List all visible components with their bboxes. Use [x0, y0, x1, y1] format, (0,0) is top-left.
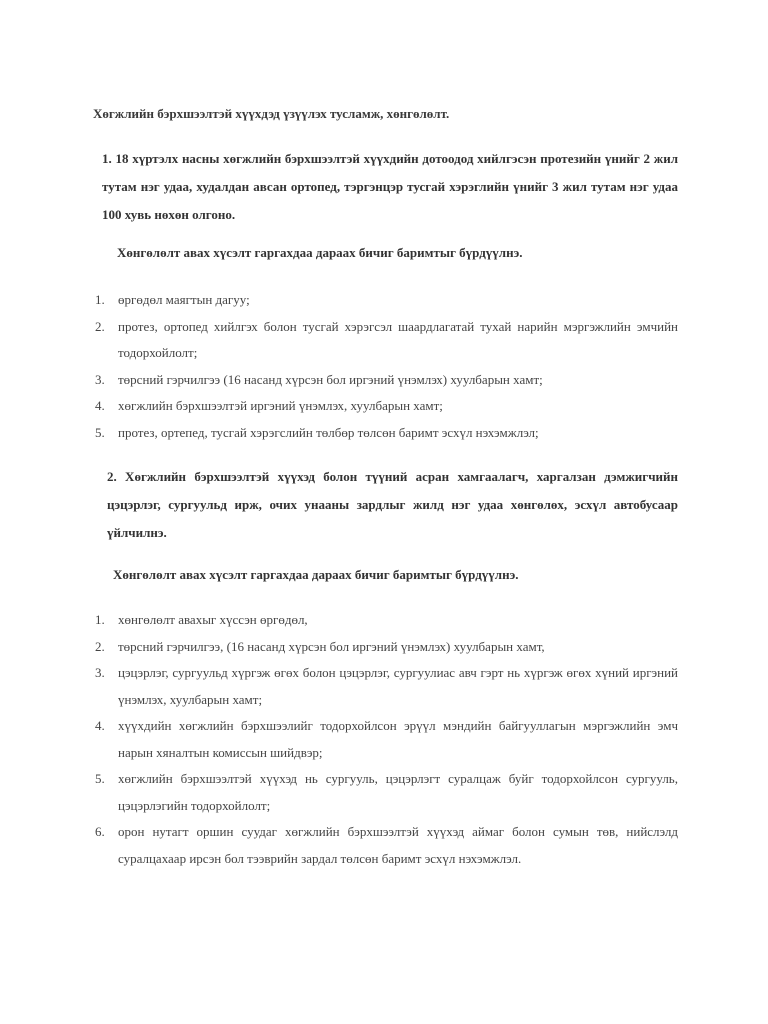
list-item	[90, 766, 678, 819]
list-item	[90, 287, 678, 314]
list-item-text: протез, ортопед хийлгэх болон тусгай хэрэгсэл шаардлагатай тухай нарийн мэргэжлийн эмчийн тодорхойлолт;	[118, 318, 678, 360]
section-1-paragraph	[90, 145, 678, 229]
list-item	[90, 420, 678, 447]
list-item-text: хөгжлийн бэрхшээлтэй иргэний үнэмлэх, хуулбарын хамт;	[118, 398, 443, 413]
list-item	[90, 314, 678, 367]
list-item	[90, 634, 678, 661]
list-item-text: хөнгөлөлт авахыг хүссэн өргөдөл,	[118, 612, 308, 627]
section-1-requirements-list	[90, 287, 678, 446]
list-item-text: протез, ортепед, тусгай хэрэгслийн төлбөр төлсөн баримт эсхүл нэхэмжлэл;	[118, 424, 539, 440]
list-item	[90, 660, 678, 713]
list-item-number: 1.	[95, 292, 105, 307]
list-item-number: 3.	[95, 665, 105, 680]
section-1-requirements-intro: Хөнгөлөлт авах хүсэлт гаргахдаа дараах бичиг баримтыг бүрдүүлнэ.	[117, 245, 523, 260]
section-2-paragraph	[90, 463, 678, 547]
list-item-number: 1.	[95, 612, 105, 627]
list-item-text: орон нутагт оршин суудаг хөгжлийн бэрхшээлтэй хүүхэд аймаг болон сумын төв, нийслэлд суралцахаар ирсэн бол тээврийн зардал төлсөн баримт эсхүл нэхэмжлэл.	[118, 824, 678, 866]
list-item	[90, 367, 678, 394]
list-item-text: хөгжлийн бэрхшээлтэй хүүхэд нь сургууль, цэцэрлэгт суралцаж буйг тодорхойлсон сургууль, цэцэрлэгийн тодорхойлолт;	[118, 771, 678, 813]
list-item-number: 3.	[95, 371, 105, 387]
list-item	[90, 607, 678, 634]
section-2-requirements-list	[90, 607, 678, 872]
list-item-text: төрсний гэрчилгээ (16 насанд хүрсэн бол иргэний үнэмлэх) хуулбарын хамт;	[118, 371, 543, 387]
list-item	[90, 393, 678, 420]
list-item-number: 6.	[95, 824, 105, 839]
list-item-number: 4.	[95, 398, 105, 413]
list-item	[90, 713, 678, 766]
list-item-number: 5.	[95, 771, 105, 786]
list-item-text: хүүхдийн хөгжлийн бэрхшээлийг тодорхойлсон эрүүл мэндийн байгууллагын мэргэжлийн эмч нарын хяналтын комиссын шийдвэр;	[118, 718, 678, 760]
list-item-text: төрсний гэрчилгээ, (16 насанд хүрсэн бол иргэний үнэмлэх) хуулбарын хамт,	[118, 638, 545, 654]
list-item-number: 2.	[95, 638, 105, 654]
section-1-text: 1. 18 хүртэлх насны хөгжлийн бэрхшээлтэй хүүхдийн дотоодод хийлгэсэн протезийн үнийг 2 жил тутам нэг удаа, худалдан авсан ортопед, тэргэнцэр тусгай хэрэглийн үнийг 3 жил тутам нэг удаа 100 хувь нөхөн олгоно.	[102, 151, 678, 222]
section-2-requirements-intro: Хөнгөлөлт авах хүсэлт гаргахдаа дараах бичиг баримтыг бүрдүүлнэ.	[113, 567, 519, 582]
list-item-text: өргөдөл маягтын дагуу;	[118, 292, 250, 307]
list-item-number: 2.	[95, 318, 105, 334]
document-title: Хөгжлийн бэрхшээлтэй хүүхдэд үзүүлэх тусламж, хөнгөлөлт.	[93, 106, 450, 121]
list-item	[90, 819, 678, 872]
section-2-text: 2. Хөгжлийн бэрхшээлтэй хүүхэд болон түүний асран хамгаалагч, харгалзан дэмжигчийн цэцэрлэг, сургуульд ирж, очих унааны зардлыг жилд нэг удаа хөнгөлөх, эсхүл автобусаар үйлчилнэ.	[107, 469, 678, 540]
list-item-number: 4.	[95, 718, 105, 733]
list-item-text: цэцэрлэг, сургуульд хүргэж өгөх болон цэцэрлэг, сургуулиас авч гэрт нь хүргэж өгөх хүний иргэний үнэмлэх, хуулбарын хамт;	[118, 665, 678, 707]
list-item-number: 5.	[95, 424, 105, 440]
